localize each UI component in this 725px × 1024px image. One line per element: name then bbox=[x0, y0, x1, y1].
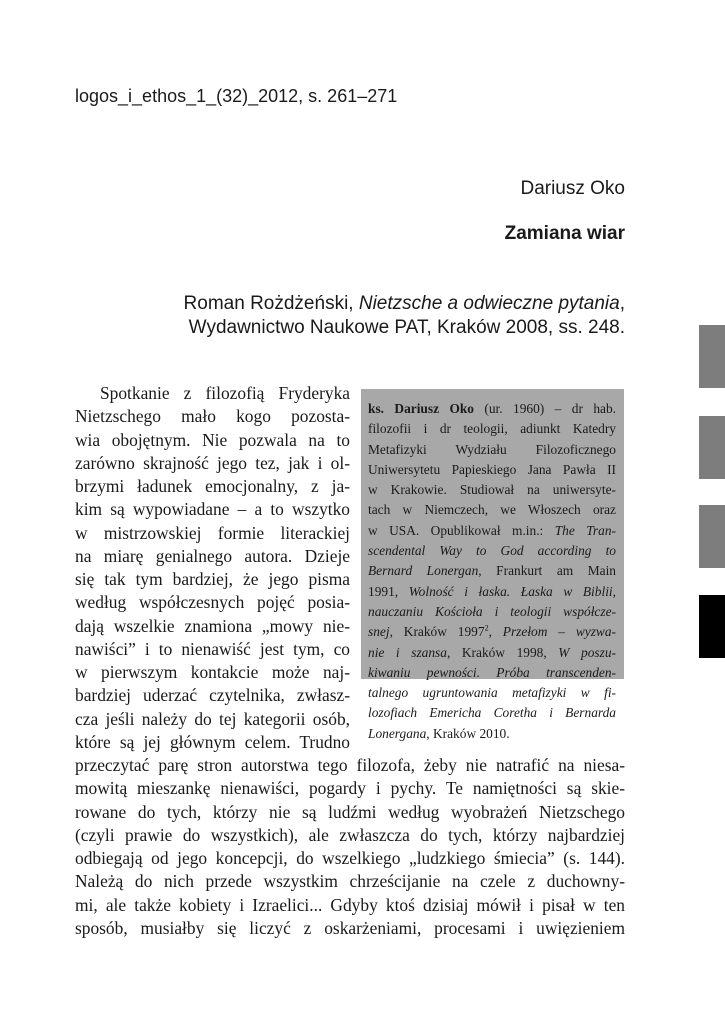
bio-author-name: ks. Dariusz Oko bbox=[368, 401, 474, 416]
reviewed-book-author: Roman Rożdżeński, bbox=[183, 293, 359, 314]
body-line: w pierwszym kontakcie może naj- bbox=[75, 662, 350, 682]
bio-line bbox=[368, 703, 616, 723]
bio-line: w Krakowie. Studiował na uniwersyte- bbox=[368, 482, 616, 498]
bio-line bbox=[368, 663, 616, 683]
section-tab-1 bbox=[699, 325, 725, 388]
bio-line bbox=[368, 602, 616, 622]
review-ref-line-1 bbox=[184, 292, 625, 316]
bio-title: nie i szansa bbox=[368, 644, 447, 660]
edition-superscript: 2 bbox=[484, 623, 489, 633]
section-tab-4 bbox=[699, 595, 725, 658]
body-line: brzymi ładunek emocjonalny, z ja- bbox=[75, 476, 350, 496]
author-bio-box bbox=[361, 389, 624, 741]
bio-line bbox=[368, 399, 616, 419]
bio-text: w USA. Opublikował m.in.: bbox=[368, 522, 555, 538]
body-line: cza jeśli należy do tej kategorii osób, bbox=[75, 708, 350, 729]
bio-title: Przełom – wyzwa- bbox=[502, 624, 616, 640]
bio-title: nauczaniu Kościoła i teologii współcze- bbox=[368, 603, 616, 619]
body-line: mowitą mieszankę nienawiści, pogardy i pychy. Te namiętności są skie- bbox=[75, 778, 625, 799]
body-line: się tak tym bardziej, że jego pisma bbox=[75, 569, 350, 589]
bio-line bbox=[368, 521, 616, 541]
body-line: mi, ale także kobiety i Izraelici... Gdyby ktoś dzisiaj mówił i pisał w ten bbox=[75, 894, 625, 915]
body-line: sposób, musiałby się liczyć z oskarżeniami, procesami i uwięzieniem bbox=[75, 917, 625, 938]
review-ref-comma: , bbox=[619, 293, 625, 314]
bio-text: , Kraków 1998, bbox=[446, 644, 559, 660]
body-line: zarówno skrajność jego tez, jak i ol- bbox=[75, 452, 350, 473]
body-line: Nietzschego mało kogo pozosta- bbox=[75, 406, 350, 427]
body-line: wia obojętnym. Nie pozwala na to bbox=[75, 429, 350, 450]
bio-title: Bernard Lonergan bbox=[368, 563, 479, 579]
section-tab-2 bbox=[699, 416, 725, 479]
review-ref-line-2: Wydawnictwo Naukowe PAT, Kraków 2008, ss. 248. bbox=[188, 317, 625, 338]
bio-line: Uniwersytetu Papieskiego Jana Pawła II bbox=[368, 461, 616, 477]
bio-line bbox=[368, 643, 616, 663]
body-line: Spotkanie z filozofią Fryderyka bbox=[100, 383, 350, 403]
bio-title: scendental Way to God according to bbox=[368, 543, 616, 559]
bio-line: filozofii i dr teologii, adiunkt Katedry bbox=[368, 421, 616, 437]
bio-title: kiwaniu pewności. Próba transcenden- bbox=[368, 664, 616, 680]
body-line: nawiści” i to nienawiść jest tym, co bbox=[75, 638, 350, 659]
reviewed-book-title: Nietzsche a odwieczne pytania bbox=[358, 293, 620, 314]
body-line: według współczesnych pojęć posia- bbox=[75, 592, 350, 613]
bio-title: Wolność i łaska. Łaska w Biblii, bbox=[408, 583, 616, 599]
bio-text: 1991, bbox=[368, 583, 409, 599]
body-line: (czyli prawie do wszystkich), ale zwłaszcza do tych, którzy najbardziej bbox=[75, 824, 625, 845]
journal-reference: logos_i_ethos_1_(32)_2012, s. 261–271 bbox=[75, 86, 398, 106]
bio-title: Lonergana bbox=[368, 725, 427, 741]
bio-line bbox=[368, 683, 616, 703]
body-line: bardziej uderzać czytelnika, zwłasz- bbox=[75, 685, 350, 706]
bio-text: , Frankurt am Main bbox=[478, 563, 616, 579]
body-line: Należą do nich przede wszystkim chrześcijanie na czele z duchowny- bbox=[75, 871, 625, 892]
bio-title: talnego ugruntowania metafizyki w fi- bbox=[368, 685, 616, 701]
body-line: na miarę genialnego autora. Dzieje bbox=[75, 545, 350, 566]
body-line: dają wszelkie znamiona „mowy nie- bbox=[75, 615, 350, 636]
body-line: odbiegają od jego koncepcji, do wszelkiego „ludzkiego śmiecia” (s. 144). bbox=[75, 848, 625, 868]
bio-title: lozofiach Emericha Coretha i Bernarda bbox=[368, 705, 616, 721]
bio-text: , bbox=[488, 624, 503, 640]
bio-title: W poszu- bbox=[558, 644, 616, 660]
bio-text: (ur. 1960) – dr hab. bbox=[474, 401, 616, 416]
body-line: rowane do tych, którzy nie są ludźmi według wyobrażeń Nietzschego bbox=[75, 801, 625, 822]
bio-line bbox=[368, 561, 616, 581]
body-line: które są jej głównym celem. Trudno bbox=[75, 731, 350, 752]
bio-line bbox=[368, 622, 616, 642]
bio-title: The Tran- bbox=[554, 522, 616, 538]
bio-title: snej bbox=[368, 624, 390, 640]
bio-line bbox=[368, 582, 616, 602]
bio-text: , Kraków 1997 bbox=[389, 624, 485, 640]
body-line: przeczytać parę stron autorstwa tego filozofa, żeby nie natrafić na niesa- bbox=[75, 755, 625, 775]
bio-text: , Kraków 2010. bbox=[426, 725, 510, 741]
article-author: Dariusz Oko bbox=[520, 178, 625, 199]
body-line: w mistrzowskiej formie literackiej bbox=[75, 522, 350, 543]
body-line: kim są wypowiadane – a to wszytko bbox=[75, 499, 350, 520]
article-title: Zamiana wiar bbox=[504, 223, 625, 244]
reviewed-book-reference bbox=[184, 292, 625, 340]
bio-line bbox=[368, 541, 616, 561]
bio-line: tach w Niemczech, we Włoszech oraz bbox=[368, 502, 616, 518]
bio-line: Metafizyki Wydziału Filozoficznego bbox=[368, 441, 616, 457]
section-tab-3 bbox=[699, 505, 725, 568]
bio-line bbox=[368, 724, 616, 744]
